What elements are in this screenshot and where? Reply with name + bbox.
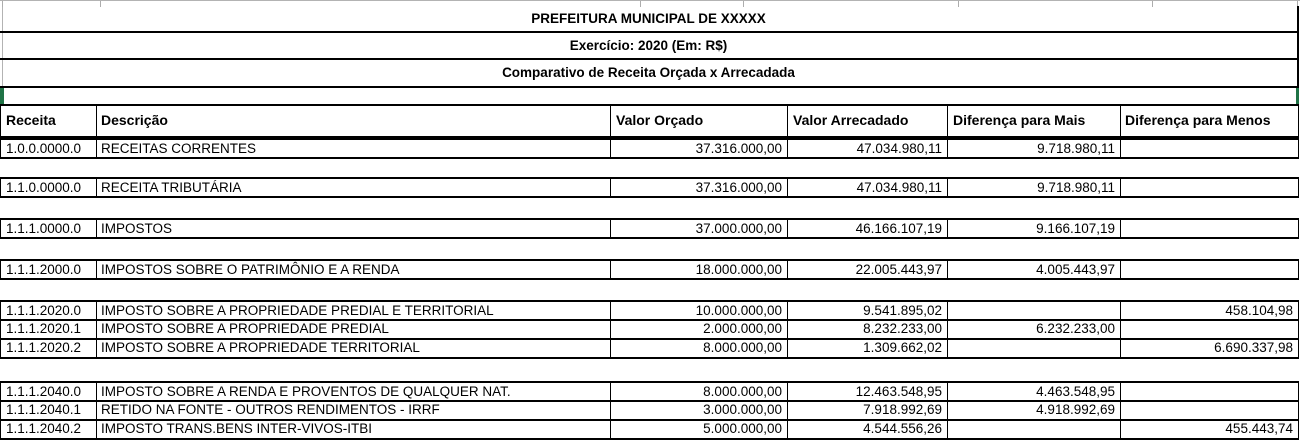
cell-diferenca-mais[interactable]: 4.463.548,95 [948,383,1121,400]
report-title-cell[interactable] [0,6,1299,33]
table-row [0,220,1299,237]
column-header-valor-orcado[interactable]: Valor Orçado [611,106,788,136]
cell-valor-orcado[interactable]: 5.000.000,00 [611,421,788,438]
cell-valor-orcado[interactable]: 37.316.000,00 [611,179,788,196]
empty-sheet-row[interactable] [0,280,1300,300]
cell-valor-arrecadado[interactable]: 46.166.107,19 [788,220,948,237]
row-group [0,259,1299,280]
cell-diferenca-mais[interactable]: 9.166.107,19 [948,220,1121,237]
cell-valor-arrecadado[interactable]: 12.463.548,95 [788,383,948,400]
empty-sheet-row[interactable] [0,159,1300,177]
table-row [0,261,1299,278]
cell-diferenca-mais[interactable] [948,421,1121,438]
report-period: Exercício: 2020 (Em: R$) [569,38,728,53]
cell-diferenca-mais[interactable] [948,340,1121,357]
cell-description[interactable]: IMPOSTO SOBRE A RENDA E PROVENTOS DE QUALQUER NAT. [97,383,611,400]
cell-diferenca-menos[interactable] [1121,402,1298,419]
cell-code[interactable]: 1.0.0.0000.0 [1,140,97,157]
cell-valor-arrecadado[interactable]: 22.005.443,97 [788,261,948,278]
cell-valor-arrecadado[interactable]: 47.034.980,11 [788,140,948,157]
table-row [0,338,1299,357]
cell-valor-orcado[interactable]: 8.000.000,00 [611,340,788,357]
table-header-row [0,104,1299,138]
table-row [0,140,1299,157]
cell-diferenca-mais[interactable]: 6.232.233,00 [948,321,1121,338]
cell-diferenca-mais[interactable]: 9.718.980,11 [948,179,1121,196]
cell-code[interactable]: 1.1.0.0000.0 [1,179,97,196]
cell-code[interactable]: 1.1.1.2000.0 [1,261,97,278]
cell-diferenca-mais[interactable]: 9.718.980,11 [948,140,1121,157]
empty-sheet-row[interactable] [0,198,1300,218]
cell-valor-arrecadado[interactable]: 47.034.980,11 [788,179,948,196]
cell-diferenca-menos[interactable] [1121,321,1298,338]
table-row [0,179,1299,196]
cell-valor-arrecadado[interactable]: 4.544.556,26 [788,421,948,438]
column-header-receita[interactable]: Receita [1,106,97,136]
cell-description[interactable]: IMPOSTO SOBRE A PROPRIEDADE PREDIAL E TERRITORIAL [97,302,611,319]
empty-sheet-row[interactable] [0,239,1300,259]
cell-code[interactable]: 1.1.1.2020.1 [1,321,97,338]
cell-description[interactable]: RECEITA TRIBUTÁRIA [97,179,611,196]
row-group [0,218,1299,239]
cell-code[interactable]: 1.1.1.2020.2 [1,340,97,357]
cell-diferenca-mais[interactable]: 4.918.992,69 [948,402,1121,419]
cell-diferenca-menos[interactable]: 458.104,98 [1225,303,1293,318]
column-header-diferenca-menos[interactable]: Diferença para Menos [1125,112,1271,128]
cell-code[interactable]: 1.1.1.2040.1 [1,402,97,419]
cell-code[interactable]: 1.1.1.2020.0 [1,302,97,319]
cell-valor-orcado[interactable]: 10.000.000,00 [611,302,788,319]
selected-empty-row[interactable] [0,88,1299,104]
cell-valor-orcado[interactable]: 2.000.000,00 [611,321,788,338]
column-header-descricao[interactable]: Descrição [97,106,611,136]
cell-diferenca-menos[interactable] [1121,383,1298,400]
column-header-diferenca-mais[interactable]: Diferença para Mais [948,106,1121,136]
report-title: PREFEITURA MUNICIPAL DE XXXXX [531,11,766,26]
cell-diferenca-menos[interactable] [1121,179,1298,196]
row-group [0,381,1299,440]
table-row [0,302,1299,319]
row-group [0,138,1299,159]
cell-description[interactable]: IMPOSTO SOBRE A PROPRIEDADE PREDIAL [97,321,611,338]
column-header-valor-arrecadado[interactable]: Valor Arrecadado [788,106,948,136]
table-row [0,419,1299,438]
cell-code[interactable]: 1.1.1.2040.0 [1,383,97,400]
cell-description[interactable]: IMPOSTOS SOBRE O PATRIMÔNIO E A RENDA [97,261,611,278]
cell-diferenca-mais[interactable] [948,302,1121,319]
cell-valor-arrecadado[interactable]: 1.309.662,02 [788,340,948,357]
cell-code[interactable]: 1.1.1.0000.0 [1,220,97,237]
report-period-cell[interactable] [0,33,1299,60]
cell-code[interactable]: 1.1.1.2040.2 [1,421,97,438]
cell-valor-orcado[interactable]: 37.316.000,00 [611,140,788,157]
cell-diferenca-menos[interactable] [1121,261,1298,278]
cell-description[interactable]: RECEITAS CORRENTES [97,140,611,157]
report-name: Comparativo de Receita Orçada x Arrecadada [502,65,795,80]
cell-valor-arrecadado[interactable]: 8.232.233,00 [788,321,948,338]
cell-description[interactable]: IMPOSTO TRANS.BENS INTER-VIVOS-ITBI [97,421,611,438]
cell-description[interactable]: RETIDO NA FONTE - OUTROS RENDIMENTOS - IRRF [97,402,611,419]
table-row [0,400,1299,419]
cell-valor-orcado[interactable]: 37.000.000,00 [611,220,788,237]
cell-valor-orcado[interactable]: 8.000.000,00 [611,383,788,400]
cell-diferenca-menos[interactable]: 6.690.337,98 [1214,340,1293,355]
cell-valor-arrecadado[interactable]: 9.541.895,02 [788,302,948,319]
cell-diferenca-mais[interactable]: 4.005.443,97 [948,261,1121,278]
row-group [0,177,1299,198]
table-row [0,319,1299,338]
row-group [0,300,1299,359]
cell-diferenca-menos[interactable] [1121,220,1298,237]
cell-valor-orcado[interactable]: 18.000.000,00 [611,261,788,278]
cell-valor-orcado[interactable]: 3.000.000,00 [611,402,788,419]
cell-description[interactable]: IMPOSTO SOBRE A PROPRIEDADE TERRITORIAL [97,340,611,357]
cell-diferenca-menos[interactable] [1121,140,1298,157]
empty-sheet-row[interactable] [0,359,1300,381]
table-row [0,383,1299,400]
cell-diferenca-menos[interactable]: 455.443,74 [1225,421,1293,436]
cell-description[interactable]: IMPOSTOS [97,220,611,237]
cell-valor-arrecadado[interactable]: 7.918.992,69 [788,402,948,419]
report-name-cell[interactable] [0,60,1299,88]
